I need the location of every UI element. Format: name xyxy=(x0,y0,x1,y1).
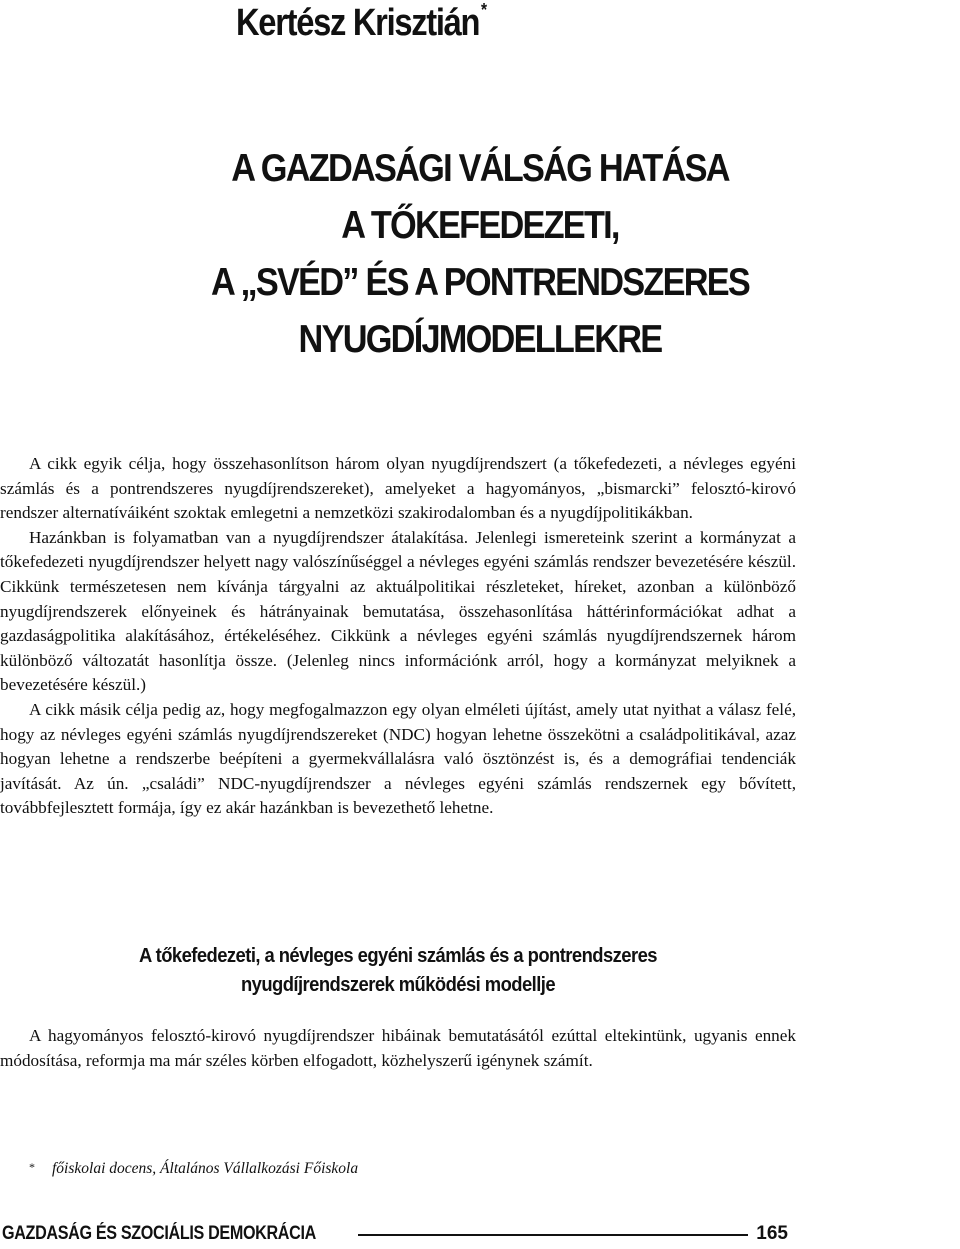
footnote xyxy=(29,1160,358,1178)
section-heading xyxy=(0,942,796,1000)
title-line: NYUGDÍJMODELLEKRE xyxy=(298,318,662,361)
intro-paragraph: A cikk egyik célja, hogy összehasonlítson három olyan nyugdíjrendszert (a tőkefedezeti, a névleges egyéni számlás és a pontrendszeres nyugdíjrendszereket), amelyeket a hagyományos, „bismarcki” felosztó-kirovó rendszer alternatíváiként szoktak emlegetni a nemzetközi szakirodalomban és a nyugdíjpolitikákban. xyxy=(0,454,796,523)
journal-name: GAZDASÁG ÉS SZOCIÁLIS DEMOKRÁCIA xyxy=(2,1223,316,1244)
title-line: A GAZDASÁGI VÁLSÁG HATÁSA xyxy=(231,147,729,190)
footnote-mark: * xyxy=(29,1160,35,1174)
intro-text xyxy=(0,452,796,821)
footnote-text: főiskolai docens, Általános Vállalkozási Főiskola xyxy=(52,1160,359,1177)
section-paragraph: A hagyományos felosztó-kirovó nyugdíjrendszer hibáinak bemutatásától ezúttal eltekintünk, ugyanis ennek módosítása, reformja ma már széles körben elfogadott, közhelyszerű igénynek számít. xyxy=(0,1026,796,1070)
page-footer xyxy=(2,1221,788,1249)
intro-paragraph: Hazánkban is folyamatban van a nyugdíjrendszer átalakítása. Jelenlegi ismereteink szerint a kormányzat a tőkefedezeti nyugdíjrendszer helyett nagy valószínűséggel a névleges egyéni számlás rendszer bevezetésére készül. Cikkünk természetesen nem kívánja tárgyalni az aktuálpolitikai részleteket, híreket, azonban a különböző nyugdíjrendszerek előnyeinek és hátrányainak bemutatása, összehasonlítása háttérinformációkat adhat a gazdaságpolitika alakításához, értékeléséhez. Cikkünk a névleges egyéni számlás nyugdíjrendszernek három különböző változatát hasonlítja össze. (Jelenleg nincs információnk arról, hogy a kormányzat melyiknek a bevezetésére készül.) xyxy=(0,527,796,695)
footer-rule xyxy=(358,1234,748,1236)
page-number: 165 xyxy=(756,1223,788,1244)
author-name xyxy=(236,2,486,45)
article-title xyxy=(0,140,960,368)
title-line: A TŐKEFEDEZETI, xyxy=(341,204,619,247)
section-heading-line: A tőkefedezeti, a névleges egyéni számlás és a pontrendszeres xyxy=(139,945,657,967)
author-name-text: Kertész Krisztián xyxy=(236,2,480,44)
section-text xyxy=(0,1024,796,1073)
author-footnote-mark: * xyxy=(480,0,486,20)
intro-paragraph: A cikk másik célja pedig az, hogy megfogalmazzon egy olyan elméleti újítást, amely utat nyithat a válasz felé, hogy az névleges egyéni számlás nyugdíjrendszereket (NDC) hogyan lehetne összekötni a családpolitikával, azaz hogyan lehetne a rendszerbe beépíteni a gyermekvállalásra való ösztönzést is, és a demográfiai tendenciák javítását. Az ún. „családi” NDC-nyugdíjrendszer a névleges egyéni számlás rendszernek egy bővített, továbbfejlesztett formája, így ez akár hazánkban is bevezethető lehetne. xyxy=(0,699,796,818)
title-line: A „SVÉD” ÉS A PONTRENDSZERES xyxy=(210,261,750,304)
section-heading-line: nyugdíjrendszerek működési modellje xyxy=(240,974,556,996)
